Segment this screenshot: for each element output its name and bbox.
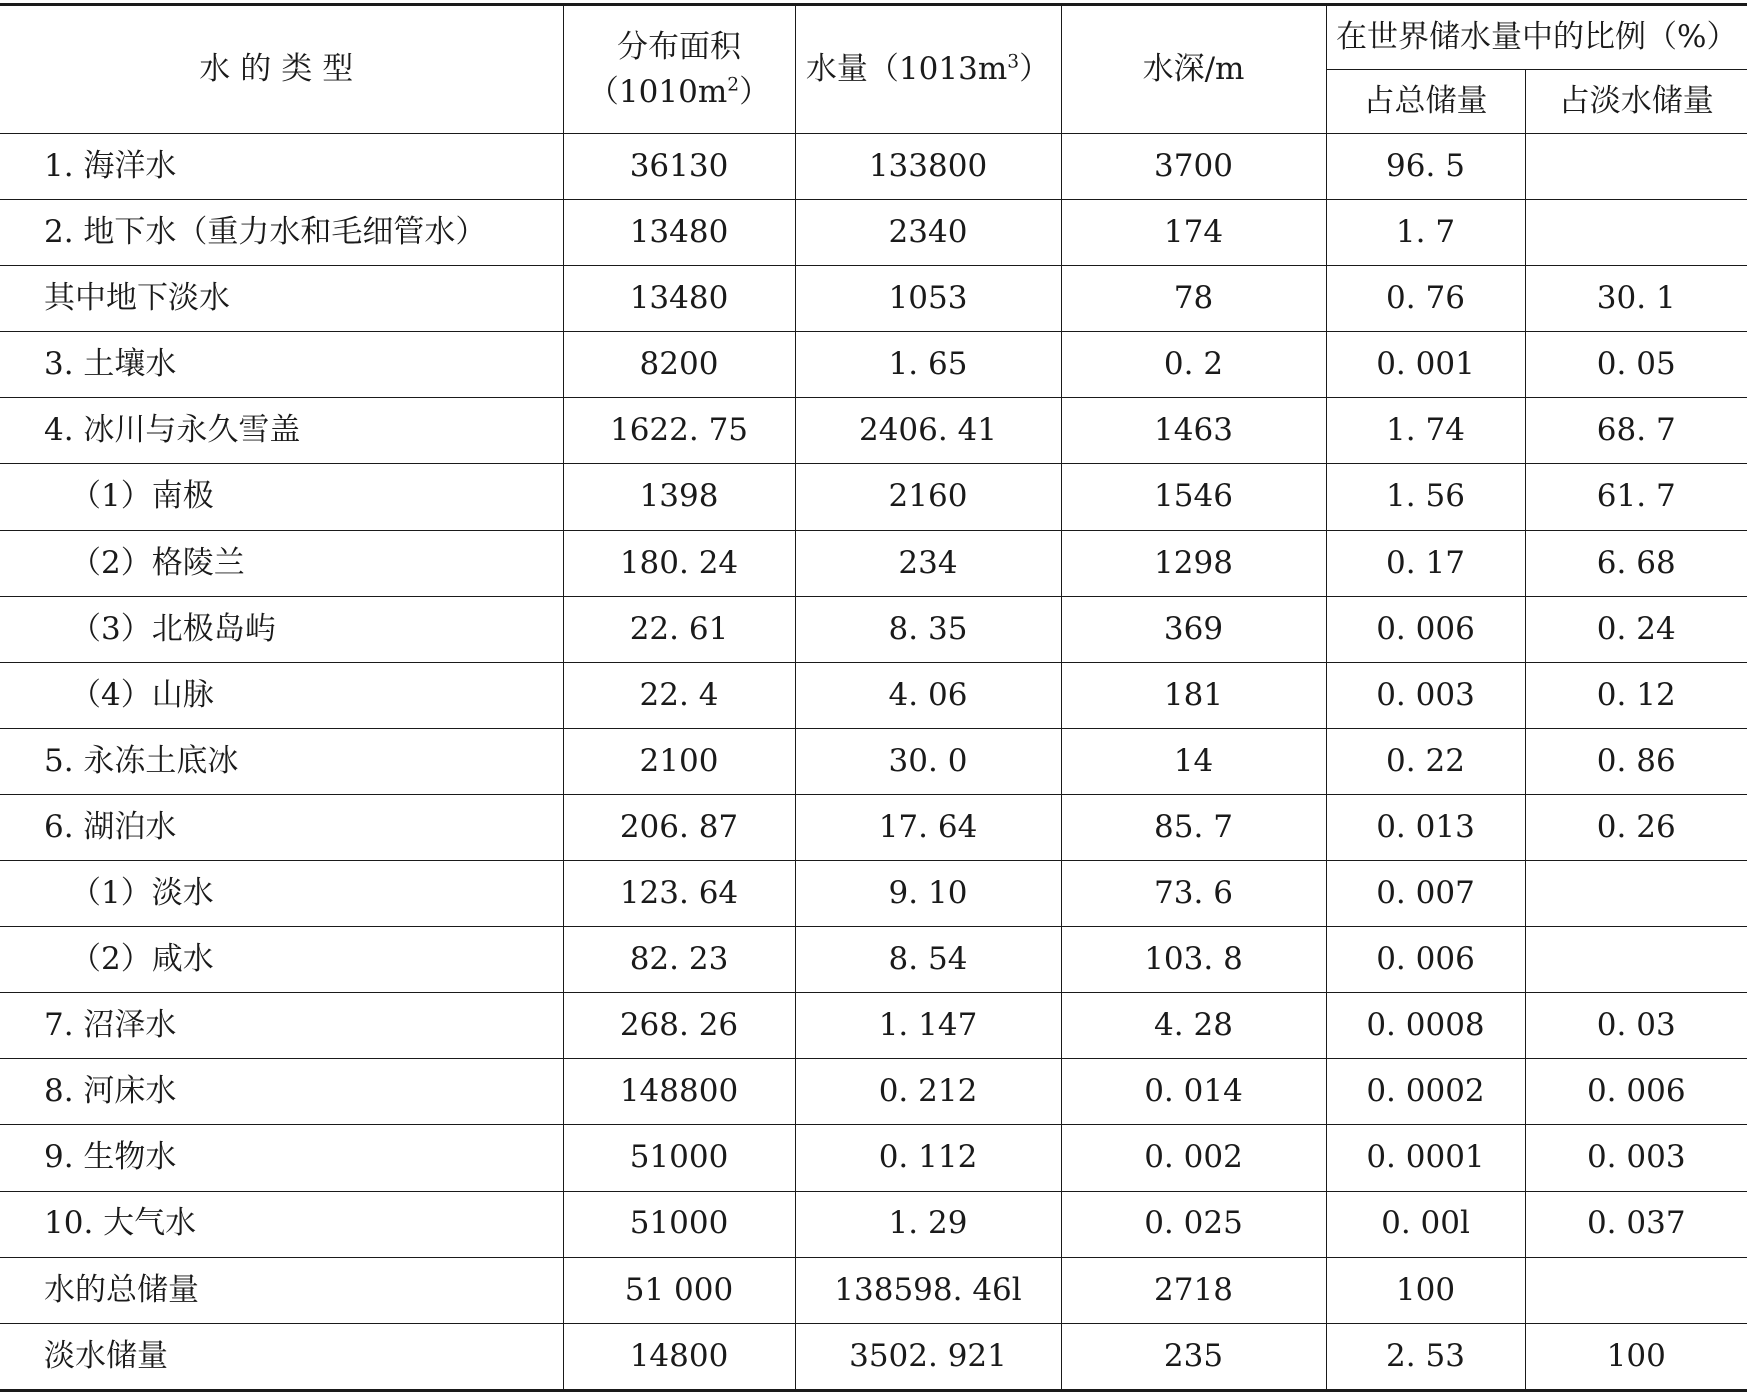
cell-water-type: 2. 地下水（重力水和毛细管水） <box>0 200 563 266</box>
cell-area: 13480 <box>563 266 795 332</box>
cell-pct-total: 0. 0002 <box>1326 1059 1525 1125</box>
cell-pct-total: 0. 76 <box>1326 266 1525 332</box>
header-depth: 水深/m <box>1061 5 1326 134</box>
cell-depth: 174 <box>1061 200 1326 266</box>
header-volume-sup: 3 <box>1007 51 1020 73</box>
cell-pct-fresh: 30. 1 <box>1525 266 1747 332</box>
cell-volume: 2160 <box>795 464 1061 530</box>
table-row <box>0 927 1747 993</box>
cell-pct-total: 2. 53 <box>1326 1323 1525 1390</box>
cell-water-type: 8. 河床水 <box>0 1059 563 1125</box>
cell-volume: 3502. 921 <box>795 1323 1061 1390</box>
cell-water-type: 6. 湖泊水 <box>0 794 563 860</box>
header-area-sup: 2 <box>727 74 740 96</box>
cell-volume: 2340 <box>795 200 1061 266</box>
cell-water-type: 1. 海洋水 <box>0 134 563 200</box>
table-row <box>0 134 1747 200</box>
cell-pct-fresh <box>1525 134 1747 200</box>
table-row <box>0 1323 1747 1390</box>
cell-pct-total: 1. 74 <box>1326 398 1525 464</box>
table-row <box>0 1059 1747 1125</box>
cell-volume: 133800 <box>795 134 1061 200</box>
cell-volume: 1. 29 <box>795 1191 1061 1257</box>
cell-pct-fresh: 61. 7 <box>1525 464 1747 530</box>
cell-depth: 78 <box>1061 266 1326 332</box>
cell-volume: 1. 65 <box>795 332 1061 398</box>
cell-area: 22. 4 <box>563 662 795 728</box>
table-row <box>0 993 1747 1059</box>
cell-pct-total: 0. 0008 <box>1326 993 1525 1059</box>
cell-water-type: 5. 永冻土底冰 <box>0 728 563 794</box>
cell-pct-total: 0. 0001 <box>1326 1125 1525 1191</box>
cell-pct-total: 100 <box>1326 1257 1525 1323</box>
cell-area: 123. 64 <box>563 861 795 927</box>
cell-water-type: （1）淡水 <box>0 861 563 927</box>
cell-volume: 4. 06 <box>795 662 1061 728</box>
cell-volume: 0. 212 <box>795 1059 1061 1125</box>
cell-depth: 0. 014 <box>1061 1059 1326 1125</box>
header-area-close: ） <box>739 73 771 110</box>
header-ratio-fresh: 占淡水储量 <box>1525 70 1747 134</box>
cell-volume: 8. 54 <box>795 927 1061 993</box>
cell-water-type: （1）南极 <box>0 464 563 530</box>
cell-depth: 0. 025 <box>1061 1191 1326 1257</box>
cell-pct-fresh: 0. 05 <box>1525 332 1747 398</box>
cell-pct-fresh: 0. 03 <box>1525 993 1747 1059</box>
cell-pct-total: 1. 56 <box>1326 464 1525 530</box>
table-row <box>0 200 1747 266</box>
cell-pct-fresh: 0. 86 <box>1525 728 1747 794</box>
cell-volume: 138598. 46l <box>795 1257 1061 1323</box>
table-row <box>0 332 1747 398</box>
cell-water-type: 4. 冰川与永久雪盖 <box>0 398 563 464</box>
cell-pct-fresh: 0. 006 <box>1525 1059 1747 1125</box>
cell-pct-total: 0. 006 <box>1326 927 1525 993</box>
header-area-line1: 分布面积 <box>617 28 741 65</box>
cell-depth: 85. 7 <box>1061 794 1326 860</box>
cell-water-type: 9. 生物水 <box>0 1125 563 1191</box>
cell-area: 2100 <box>563 728 795 794</box>
cell-area: 36130 <box>563 134 795 200</box>
header-water-type: 水的类型 <box>0 5 563 134</box>
cell-area: 13480 <box>563 200 795 266</box>
cell-pct-total: 1. 7 <box>1326 200 1525 266</box>
cell-depth: 1546 <box>1061 464 1326 530</box>
cell-area: 1622. 75 <box>563 398 795 464</box>
cell-pct-total: 0. 007 <box>1326 861 1525 927</box>
cell-pct-fresh <box>1525 1257 1747 1323</box>
cell-depth: 1298 <box>1061 530 1326 596</box>
cell-volume: 0. 112 <box>795 1125 1061 1191</box>
cell-depth: 14 <box>1061 728 1326 794</box>
cell-water-type: 淡水储量 <box>0 1323 563 1390</box>
cell-area: 51 000 <box>563 1257 795 1323</box>
cell-depth: 2718 <box>1061 1257 1326 1323</box>
header-ratio-total: 占总储量 <box>1326 70 1525 134</box>
cell-pct-fresh: 0. 24 <box>1525 596 1747 662</box>
cell-depth: 0. 2 <box>1061 332 1326 398</box>
cell-depth: 369 <box>1061 596 1326 662</box>
cell-pct-fresh: 6. 68 <box>1525 530 1747 596</box>
cell-water-type: 10. 大气水 <box>0 1191 563 1257</box>
header-row-1 <box>0 5 1747 70</box>
header-volume-text: 水量（1013m <box>805 50 1008 87</box>
table-row <box>0 662 1747 728</box>
cell-pct-fresh: 0. 12 <box>1525 662 1747 728</box>
table-row <box>0 861 1747 927</box>
cell-pct-total: 0. 17 <box>1326 530 1525 596</box>
cell-volume: 2406. 41 <box>795 398 1061 464</box>
cell-depth: 73. 6 <box>1061 861 1326 927</box>
cell-water-type: 水的总储量 <box>0 1257 563 1323</box>
cell-volume: 234 <box>795 530 1061 596</box>
cell-pct-fresh: 0. 26 <box>1525 794 1747 860</box>
cell-area: 22. 61 <box>563 596 795 662</box>
cell-water-type: 3. 土壤水 <box>0 332 563 398</box>
cell-area: 148800 <box>563 1059 795 1125</box>
cell-area: 51000 <box>563 1191 795 1257</box>
cell-depth: 235 <box>1061 1323 1326 1390</box>
cell-pct-total: 0. 006 <box>1326 596 1525 662</box>
cell-area: 14800 <box>563 1323 795 1390</box>
header-volume <box>795 5 1061 134</box>
header-area <box>563 5 795 134</box>
cell-water-type: （2）咸水 <box>0 927 563 993</box>
cell-depth: 103. 8 <box>1061 927 1326 993</box>
cell-pct-fresh <box>1525 861 1747 927</box>
cell-depth: 3700 <box>1061 134 1326 200</box>
cell-volume: 1. 147 <box>795 993 1061 1059</box>
cell-volume: 8. 35 <box>795 596 1061 662</box>
cell-depth: 181 <box>1061 662 1326 728</box>
table-body <box>0 134 1747 1391</box>
cell-volume: 9. 10 <box>795 861 1061 927</box>
cell-pct-fresh: 100 <box>1525 1323 1747 1390</box>
cell-water-type: 其中地下淡水 <box>0 266 563 332</box>
cell-area: 8200 <box>563 332 795 398</box>
cell-area: 206. 87 <box>563 794 795 860</box>
cell-water-type: 7. 沼泽水 <box>0 993 563 1059</box>
header-ratio-group: 在世界储水量中的比例（%） <box>1326 5 1747 70</box>
cell-pct-fresh: 68. 7 <box>1525 398 1747 464</box>
cell-pct-total: 0. 22 <box>1326 728 1525 794</box>
cell-volume: 1053 <box>795 266 1061 332</box>
cell-water-type: （3）北极岛屿 <box>0 596 563 662</box>
cell-area: 268. 26 <box>563 993 795 1059</box>
cell-area: 180. 24 <box>563 530 795 596</box>
table-row <box>0 266 1747 332</box>
cell-pct-fresh: 0. 037 <box>1525 1191 1747 1257</box>
table-row <box>0 794 1747 860</box>
cell-depth: 1463 <box>1061 398 1326 464</box>
water-storage-table <box>0 3 1747 1392</box>
table-row <box>0 1125 1747 1191</box>
table-row <box>0 530 1747 596</box>
cell-pct-fresh: 0. 003 <box>1525 1125 1747 1191</box>
table-row <box>0 596 1747 662</box>
cell-water-type: （2）格陵兰 <box>0 530 563 596</box>
table-row <box>0 1257 1747 1323</box>
cell-volume: 30. 0 <box>795 728 1061 794</box>
header-volume-close: ） <box>1019 50 1051 87</box>
cell-area: 51000 <box>563 1125 795 1191</box>
cell-area: 1398 <box>563 464 795 530</box>
cell-water-type: （4）山脉 <box>0 662 563 728</box>
cell-volume: 17. 64 <box>795 794 1061 860</box>
cell-depth: 0. 002 <box>1061 1125 1326 1191</box>
cell-pct-total: 0. 003 <box>1326 662 1525 728</box>
cell-pct-fresh <box>1525 927 1747 993</box>
cell-pct-total: 0. 001 <box>1326 332 1525 398</box>
cell-area: 82. 23 <box>563 927 795 993</box>
header-area-unit: （1010m <box>587 73 728 110</box>
cell-pct-total: 0. 00l <box>1326 1191 1525 1257</box>
cell-depth: 4. 28 <box>1061 993 1326 1059</box>
table-row <box>0 464 1747 530</box>
cell-pct-total: 96. 5 <box>1326 134 1525 200</box>
table-row <box>0 398 1747 464</box>
table-row <box>0 728 1747 794</box>
header-area-line2 <box>564 70 795 115</box>
table-row <box>0 1191 1747 1257</box>
table-header <box>0 5 1747 134</box>
cell-pct-total: 0. 013 <box>1326 794 1525 860</box>
cell-pct-fresh <box>1525 200 1747 266</box>
